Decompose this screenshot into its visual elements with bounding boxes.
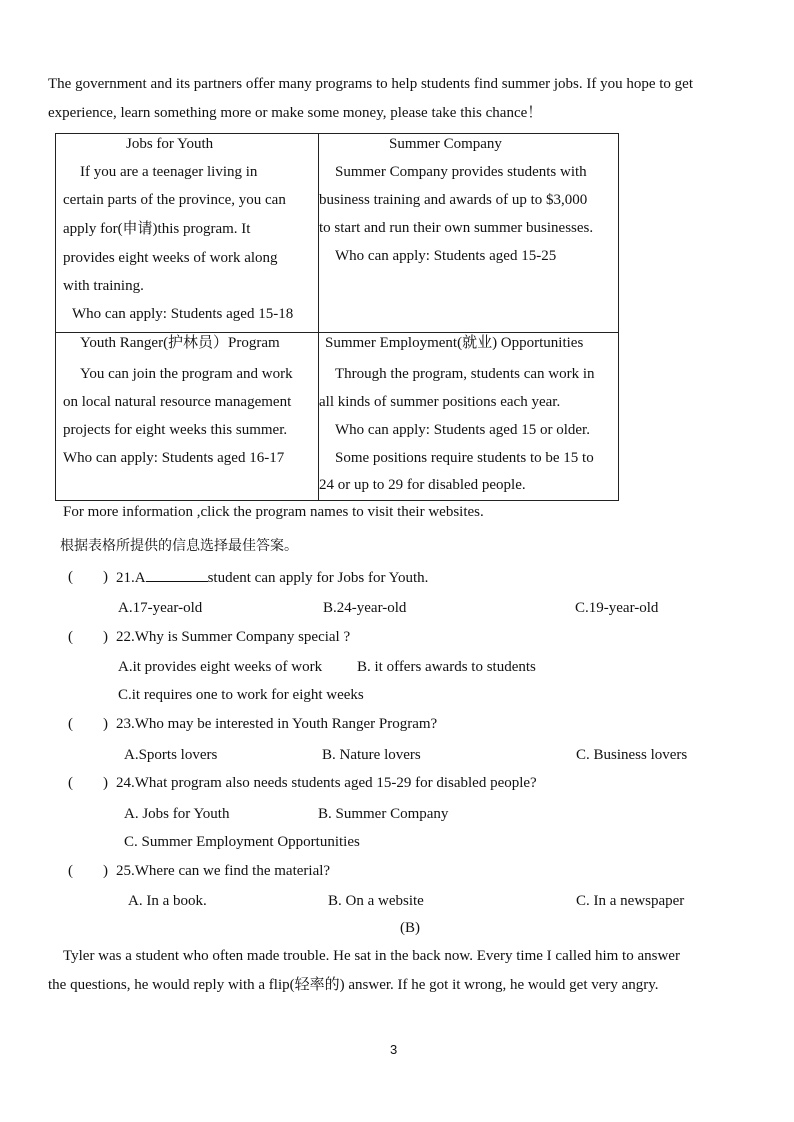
passage-line-2: the questions, he would reply with a flip(轻率的) answer. If he got it wrong, he would get very angry.: [48, 977, 659, 993]
question-21: [116, 567, 428, 588]
cell-who: Who can apply: Students aged 15-25: [335, 248, 557, 264]
page-number: 3: [390, 1042, 398, 1057]
question-stem: student can apply for Jobs for Youth.: [207, 570, 429, 586]
option-b[interactable]: B. it offers awards to students: [357, 659, 536, 675]
instruction: 根据表格所提供的信息选择最佳答案。: [60, 538, 298, 554]
option-c[interactable]: C.19-year-old: [575, 600, 659, 616]
cell-text: certain parts of the province, you can: [63, 192, 286, 208]
cell-text: If you are a teenager living in: [80, 164, 258, 180]
cell-text: Through the program, students can work in: [335, 366, 595, 382]
programs-table: [55, 133, 619, 501]
option-a[interactable]: A.it provides eight weeks of work: [118, 659, 323, 675]
cell-title[interactable]: Jobs for Youth: [126, 136, 214, 152]
option-a[interactable]: A.Sports lovers: [124, 747, 218, 763]
option-b[interactable]: B. Summer Company: [318, 806, 449, 822]
cell-text: to start and run their own summer businesses.: [319, 220, 594, 236]
cell-title[interactable]: Youth Ranger(护林员）Program: [80, 335, 280, 351]
cell-title[interactable]: Summer Company: [389, 136, 502, 152]
option-b[interactable]: B. Nature lovers: [322, 747, 421, 763]
cell-text: with training.: [63, 278, 144, 294]
option-c[interactable]: C.it requires one to work for eight weeks: [118, 687, 364, 703]
option-a[interactable]: A. Jobs for Youth: [124, 806, 230, 822]
cell-text: You can join the program and work: [80, 366, 293, 382]
cell-title[interactable]: Summer Employment(就业) Opportunities: [325, 335, 584, 351]
option-a[interactable]: A.17-year-old: [118, 600, 203, 616]
question-stem: 21.A: [116, 570, 146, 586]
cell-jobs-for-youth: [56, 134, 318, 332]
section-b-label: (B): [400, 920, 420, 936]
cell-text: Some positions require students to be 15 to: [335, 450, 594, 466]
option-b[interactable]: B. On a website: [328, 893, 424, 909]
cell-who: Who can apply: Students aged 15-18: [72, 306, 294, 322]
cell-who: Who can apply: Students aged 16-17: [63, 450, 285, 466]
question-25: 25.Where can we find the material?: [116, 863, 331, 879]
option-c[interactable]: C. In a newspaper: [576, 893, 685, 909]
cell-text: all kinds of summer positions each year.: [319, 394, 561, 410]
cell-text: provides eight weeks of work along: [63, 250, 278, 266]
passage-line-1: Tyler was a student who often made trouble. He sat in the back now. Every time I called him to answer: [63, 948, 680, 964]
answer-bracket[interactable]: ( ): [68, 716, 108, 732]
cell-summer-employment: [319, 333, 619, 501]
answer-bracket[interactable]: ( ): [68, 629, 108, 645]
answer-bracket[interactable]: ( ): [68, 775, 108, 791]
option-b[interactable]: B.24-year-old: [323, 600, 407, 616]
cell-text: Summer Company provides students with: [335, 164, 587, 180]
answer-bracket[interactable]: ( ): [68, 569, 108, 585]
cell-text: 24 or up to 29 for disabled people.: [319, 477, 526, 493]
question-23: 23.Who may be interested in Youth Ranger Program?: [116, 716, 438, 732]
cell-youth-ranger: [56, 333, 318, 501]
cell-text: apply for(申请)this program. It: [63, 221, 251, 237]
intro-line-2: experience, learn something more or make some money, please take this chance！: [48, 105, 543, 121]
option-c[interactable]: C. Summer Employment Opportunities: [124, 834, 360, 850]
cell-text: projects for eight weeks this summer.: [63, 422, 288, 438]
question-24: 24.What program also needs students aged 15-29 for disabled people?: [116, 775, 537, 791]
cell-text: business training and awards of up to $3,000: [319, 192, 588, 208]
cell-text: on local natural resource management: [63, 394, 292, 410]
fill-blank[interactable]: [146, 567, 208, 582]
option-c[interactable]: C. Business lovers: [576, 747, 688, 763]
cell-summer-company: [319, 134, 619, 332]
answer-bracket[interactable]: ( ): [68, 863, 108, 879]
intro-line-1: The government and its partners offer many programs to help students find summer jobs. If you hope to get: [48, 76, 693, 92]
cell-who: Who can apply: Students aged 15 or older.: [335, 422, 590, 438]
question-22: 22.Why is Summer Company special ?: [116, 629, 351, 645]
option-a[interactable]: A. In a book.: [128, 893, 207, 909]
footer-note: For more information ,click the program names to visit their websites.: [63, 504, 484, 520]
